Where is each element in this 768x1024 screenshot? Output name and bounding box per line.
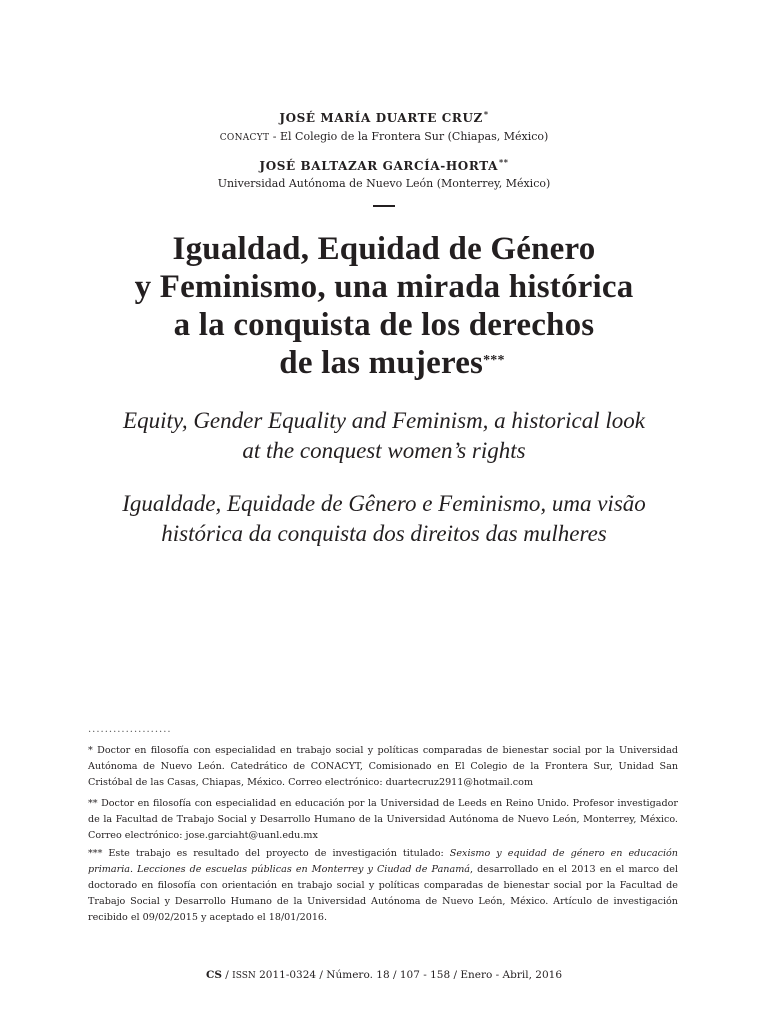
footnote-3 [88, 846, 678, 926]
journal-abbrev: CS [205, 969, 222, 981]
subtitle-portuguese-line-2: histórica da conquista dos direitos das mulheres [161, 521, 607, 546]
subtitle-english-line-1: Equity, Gender Equality and Feminism, a historical look [123, 408, 645, 433]
footnote-3-tail: , desarrollado en el 2013 en el marco del doctorado en filosofía con orientación en trabajo social y políticas comparadas de bienestar social por la Facultad de Trabajo Social y Desarrollo Humano de la Universidad Autónoma de Nuevo León, México. Artículo de investigación recibido el 09/02/2015 y aceptado el 18/01/2016. [88, 864, 678, 923]
issue-info: 2011-0324 / Número. 18 / 107 - 158 / Enero - Abril, 2016 [255, 969, 562, 981]
footnote-3-marker: *** [88, 848, 103, 859]
author-2-affiliation: Universidad Autónoma de Nuevo León (Monterrey, México) [217, 177, 551, 190]
subtitle-portuguese-line-1: Igualdade, Equidade de Gênero e Feminismo, uma visão [122, 491, 646, 516]
title-line-1: Igualdad, Equidad de Género [172, 231, 596, 267]
title-divider [373, 205, 395, 207]
title-line-4: de las mujeres*** [279, 345, 505, 381]
footnote-separator: .................... [88, 724, 172, 735]
subtitle-english-line-2: at the conquest women’s rights [242, 438, 526, 463]
author-2-marker: ** [498, 157, 509, 167]
article-title [0, 230, 768, 382]
footnote-1 [88, 743, 678, 791]
subtitle-english [0, 406, 768, 466]
author-2-name: JOSÉ BALTAZAR GARCÍA-HORTA** [259, 157, 509, 173]
title-line-3: a la conquista de los derechos [173, 307, 595, 343]
footnote-3-lead: Este trabajo es resultado del proyecto de investigación titulado: [108, 848, 444, 859]
author-1-marker: * [483, 109, 489, 119]
footnote-3-project-title: Sexismo y equidad de género en educación primaria. Lecciones de escuelas públicas en Monterrey y Ciudad de Panamá [88, 848, 678, 875]
title-marker: *** [483, 353, 505, 368]
author-1-name: JOSÉ MARÍA DUARTE CRUZ* [279, 109, 489, 125]
footnote-2 [88, 796, 678, 844]
author-1-affiliation: CONACYT - El Colegio de la Frontera Sur (Chiapas, México) [219, 130, 549, 143]
footnote-1-text: Doctor en filosofía con especialidad en trabajo social y políticas comparadas de bienestar social por la Universidad Autónoma de Nuevo León. Catedrático de CONACYT, Comisionado en El Colegio de la Frontera Sur, Unidad San Cristóbal de las Casas, Chiapas, México. Correo electrónico: duartecruz2911@hotmail.com [88, 745, 678, 788]
footnote-1-marker: * [88, 745, 93, 756]
subtitle-portuguese [0, 489, 768, 549]
page-footer: CS / ISSN 2011-0324 / Número. 18 / 107 - 158 / Enero - Abril, 2016 [205, 969, 562, 981]
title-line-2: y Feminismo, una mirada histórica [134, 269, 634, 305]
footnote-2-text: Doctor en filosofía con especialidad en educación por la Universidad de Leeds en Reino Unido. Profesor investigador de la Facultad de Trabajo Social y Desarrollo Humano de la Universidad Autónoma de Nuevo León, Monterrey, México. Correo electrónico: jose.garciaht@uanl.edu.mx [88, 798, 678, 841]
footnote-2-marker: ** [88, 798, 98, 809]
issn-label: ISSN [232, 971, 256, 981]
